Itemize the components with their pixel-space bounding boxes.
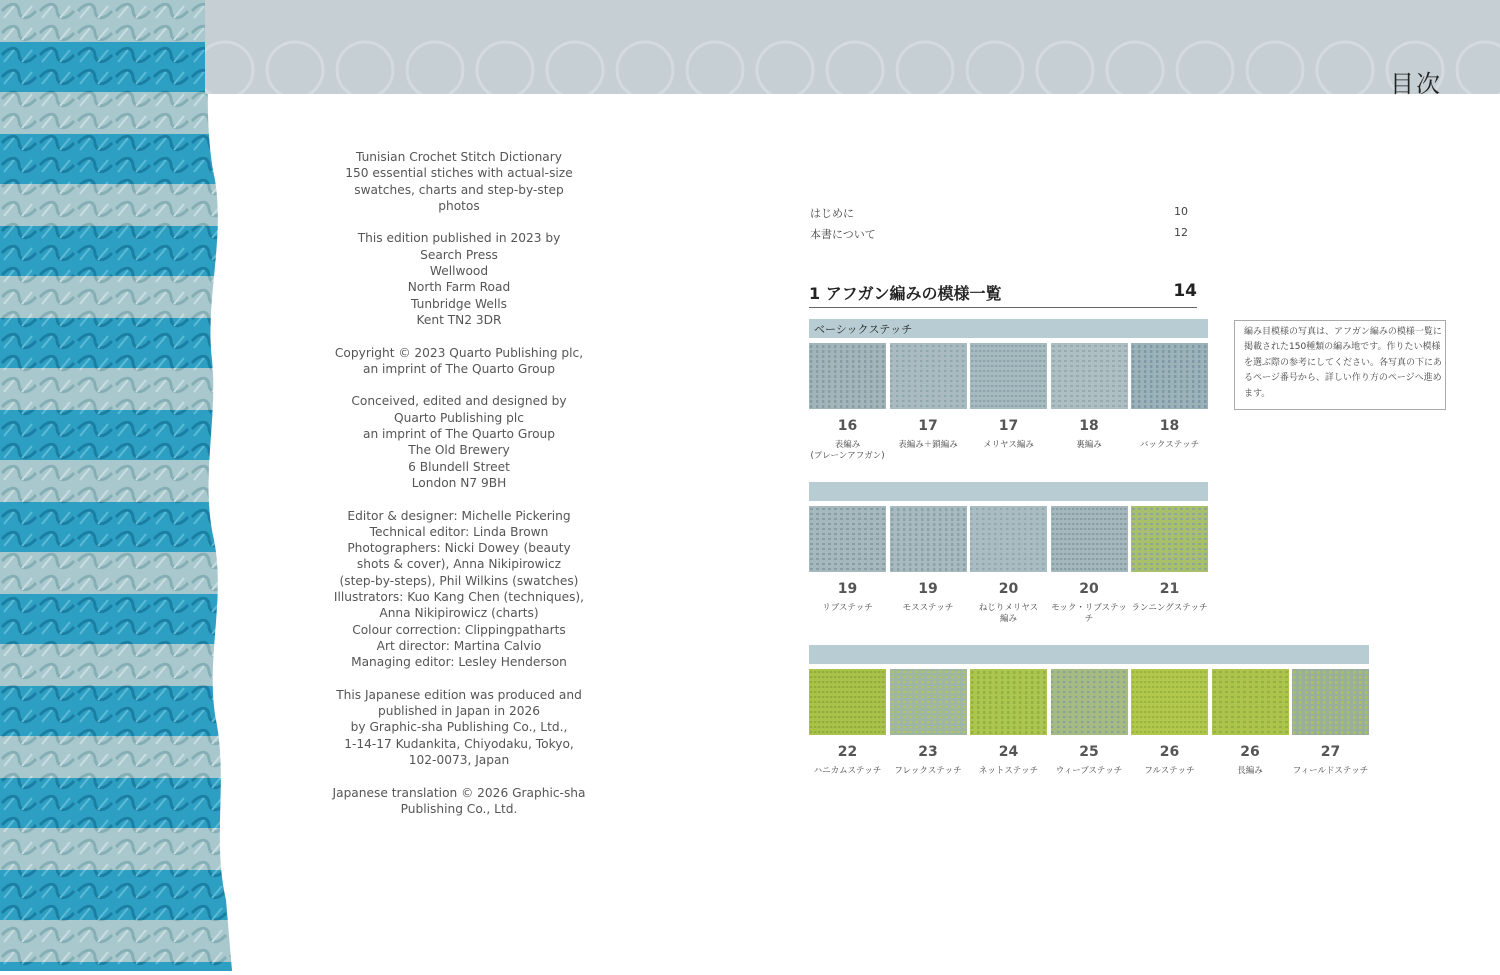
stitch-group-bar (809, 645, 1369, 664)
stitch-name: フレックステッチ (894, 766, 962, 776)
swatch-fill (970, 506, 1047, 572)
yarn-band (0, 134, 235, 184)
stitch-swatch-thumbnail[interactable] (970, 343, 1047, 409)
stitch-swatch-thumbnail[interactable] (1131, 506, 1208, 572)
stitch-page-number: 26 (1159, 744, 1180, 760)
stitch-swatch-thumbnail[interactable] (970, 506, 1047, 572)
colophon-line: Conceived, edited and designed by (351, 394, 567, 409)
colophon-line: Quarto Publishing plc (394, 410, 524, 425)
colophon-line: Photographers: Nicki Dowey (beauty (347, 541, 571, 556)
header-deco-circle (687, 42, 743, 94)
stitch-group-bar (809, 482, 1208, 501)
stitch-swatch-thumbnail[interactable] (1212, 669, 1289, 735)
colophon-line: Tunisian Crochet Stitch Dictionary (355, 150, 562, 164)
header-deco-circle (477, 42, 533, 94)
stitch-page-number: 18 (1079, 418, 1099, 434)
header-deco-circle (967, 42, 1023, 94)
stitch-page-number: 20 (1079, 581, 1099, 597)
stitch-name: ネットステッチ (978, 766, 1039, 776)
stitch-group-label: ベーシックステッチ (814, 323, 913, 336)
stitch-name: ウィーブステッチ (1055, 766, 1123, 776)
colophon-paragraph (330, 785, 588, 818)
colophon-line: Technical editor: Linda Brown (369, 524, 549, 539)
header-pattern (205, 0, 1500, 94)
colophon-line: Search Press (420, 247, 498, 262)
stitch-page-number: 27 (1320, 744, 1341, 760)
colophon-line: Editor & designer: Michelle Pickering (347, 508, 571, 523)
colophon-line: by Graphic-sha Publishing Co., Ltd., (350, 720, 568, 735)
colophon-line: Tunbridge Wells (411, 296, 507, 311)
stitch-swatch-thumbnail[interactable] (890, 669, 967, 735)
yarn-band (0, 870, 235, 920)
colophon-paragraph (330, 687, 588, 768)
yarn-band (0, 42, 235, 92)
header-deco-circle (757, 42, 813, 94)
toc-entry-page: 12 (1174, 226, 1188, 239)
stitch-page-number: 24 (998, 744, 1019, 760)
header-deco-circle (1457, 42, 1500, 94)
stitch-name: モスステッチ (902, 603, 954, 613)
stitch-page-number: 17 (918, 418, 938, 434)
stitch-page-number: 20 (998, 581, 1019, 597)
stitch-page-number: 19 (837, 581, 858, 597)
colophon-line: 6 Blundell Street (408, 459, 510, 474)
stitch-page-number: 16 (837, 418, 858, 434)
chapter-title: 1 アフガン編みの模様一覧 (809, 284, 1002, 303)
stitch-name: フルステッチ (1144, 766, 1195, 776)
yarn-band (0, 226, 235, 276)
colophon-line: This Japanese edition was produced and (336, 687, 582, 702)
colophon-line: 150 essential stiches with actual-size (345, 166, 573, 181)
colophon-line: Managing editor: Lesley Henderson (351, 655, 567, 670)
chapter-heading[interactable] (809, 280, 1197, 308)
header-deco-circle (267, 42, 323, 94)
colophon-line: The Old Brewery (408, 443, 510, 458)
stitch-name: フィールドステッチ (1292, 766, 1369, 776)
header-deco-circle (547, 42, 603, 94)
toc-entry-about-this-book[interactable] (810, 226, 1188, 242)
colophon-paragraph (330, 508, 588, 671)
toc-entry-label: はじめに (810, 207, 854, 220)
colophon-line: photos (438, 198, 480, 213)
stitch-page-number: 17 (998, 418, 1019, 434)
colophon-line: Copyright © 2023 Quarto Publishing plc, (334, 345, 584, 360)
colophon-line: 102-0073, Japan (408, 752, 510, 767)
yarn-band (0, 318, 235, 368)
page-title: 目次 (1390, 70, 1442, 98)
stitch-name: 表編み (プレーンアフガン) (810, 440, 885, 461)
colophon-line: Illustrators: Kuo Kang Chen (techniques), (333, 590, 585, 605)
colophon-line: an imprint of The Quarto Group (362, 427, 555, 442)
colophon-paragraph (330, 230, 588, 328)
header-deco-circle (617, 42, 673, 94)
header-band (205, 0, 1500, 94)
colophon-line: Kent TN2 3DR (416, 312, 502, 327)
stitch-page-number: 22 (837, 744, 858, 760)
colophon-paragraph (330, 393, 588, 491)
stitch-page-number: 19 (918, 581, 938, 597)
stitch-group-bar (809, 319, 1208, 338)
stitch-name: ねじりメリヤス 編み (978, 603, 1039, 624)
yarn-band (0, 594, 235, 644)
colophon-line: This edition published in 2023 by (357, 231, 561, 246)
stitch-swatch-thumbnail[interactable] (1051, 506, 1128, 572)
yarn-band (0, 686, 235, 736)
colophon-line: Wellwood (429, 264, 489, 279)
stitch-name: リブステッチ (822, 603, 873, 613)
colophon-line: Art director: Martina Calvio (376, 638, 542, 653)
stitch-swatch-thumbnail[interactable] (890, 343, 967, 409)
colophon-line: shots & cover), Anna Nikipirowicz (356, 557, 562, 572)
stitch-name: 表編み＋鎖編み (898, 440, 958, 450)
stitch-name: 長編み (1237, 766, 1263, 776)
header-deco-circle (1177, 42, 1233, 94)
swatch-fill (890, 343, 967, 409)
toc-entry-label: 本書について (810, 228, 876, 241)
stitch-page-number: 18 (1159, 418, 1180, 434)
colophon (330, 149, 588, 833)
colophon-line: an imprint of The Quarto Group (362, 361, 555, 376)
colophon-line: North Farm Road (407, 280, 511, 295)
stitch-page-number: 23 (918, 744, 938, 760)
header-deco-circle (1317, 42, 1373, 94)
stitch-swatch-thumbnail[interactable] (809, 506, 886, 572)
stitch-page-number: 26 (1240, 744, 1260, 760)
header-deco-circle (897, 42, 953, 94)
stitch-name: メリヤス編み (983, 440, 1034, 450)
note-box: 編み目模様の写真は、アフガン編みの模様一覧に掲載された150種類の編み地です。作りたい模様を選ぶ際の参考にしてください。各写真の下にあるページ番号から、詳しい作り方のページへ進めます。 (1234, 320, 1446, 410)
yarn-band (0, 502, 235, 552)
chapter-page: 14 (1173, 281, 1197, 301)
stitch-name: ランニングステッチ (1131, 603, 1208, 613)
header-deco-circle (205, 42, 253, 94)
colophon-line: swatches, charts and step-by-step (354, 182, 564, 197)
header-deco-circle (1037, 42, 1093, 94)
header-deco-circle (337, 42, 393, 94)
stitch-swatch-thumbnail[interactable] (1131, 343, 1208, 409)
swatch-fill (1051, 669, 1128, 735)
toc-entry-page: 10 (1174, 205, 1188, 218)
stitch-name: 裏編み (1076, 440, 1102, 450)
colophon-line: Colour correction: Clippingpatharts (352, 622, 566, 637)
colophon-line: Publishing Co., Ltd. (400, 801, 518, 816)
stitch-swatch-thumbnail[interactable] (1051, 669, 1128, 735)
crochet-swatch-image (0, 0, 235, 971)
colophon-line: Anna Nikipirowicz (charts) (379, 606, 539, 621)
stitch-page-number: 21 (1159, 581, 1180, 597)
stitch-swatch-thumbnail[interactable] (809, 669, 886, 735)
colophon-line: 1-14-17 Kudankita, Chiyodaku, Tokyo, (344, 736, 574, 751)
yarn-band (0, 778, 235, 828)
stitch-swatch-thumbnail[interactable] (890, 506, 967, 572)
stitch-swatch-thumbnail[interactable] (1051, 343, 1128, 409)
colophon-line: London N7 9BH (411, 475, 507, 490)
colophon-paragraph (330, 149, 588, 214)
header-deco-circle (1107, 42, 1163, 94)
stitch-page-number: 25 (1079, 744, 1099, 760)
toc-entry-introduction[interactable] (810, 205, 1188, 221)
stitch-swatch-thumbnail[interactable] (970, 669, 1047, 735)
yarn-band (0, 410, 235, 460)
header-deco-circle (1247, 42, 1303, 94)
yarn-band (0, 962, 235, 971)
colophon-paragraph (330, 345, 588, 378)
stitch-name: モック・リブステッチ (1051, 603, 1127, 624)
stitch-name: ハニカムステッチ (813, 766, 882, 776)
stitch-name: バックステッチ (1139, 440, 1200, 450)
header-deco-circle (827, 42, 883, 94)
header-deco-circle (407, 42, 463, 94)
stitch-swatch-thumbnail[interactable] (809, 343, 886, 409)
stitch-swatch-thumbnail[interactable] (1292, 669, 1369, 735)
colophon-line: (step-by-steps), Phil Wilkins (swatches) (339, 573, 579, 588)
stitch-swatch-thumbnail[interactable] (1131, 669, 1208, 735)
colophon-line: Japanese translation © 2026 Graphic-sha (332, 785, 586, 800)
colophon-line: published in Japan in 2026 (377, 704, 540, 719)
